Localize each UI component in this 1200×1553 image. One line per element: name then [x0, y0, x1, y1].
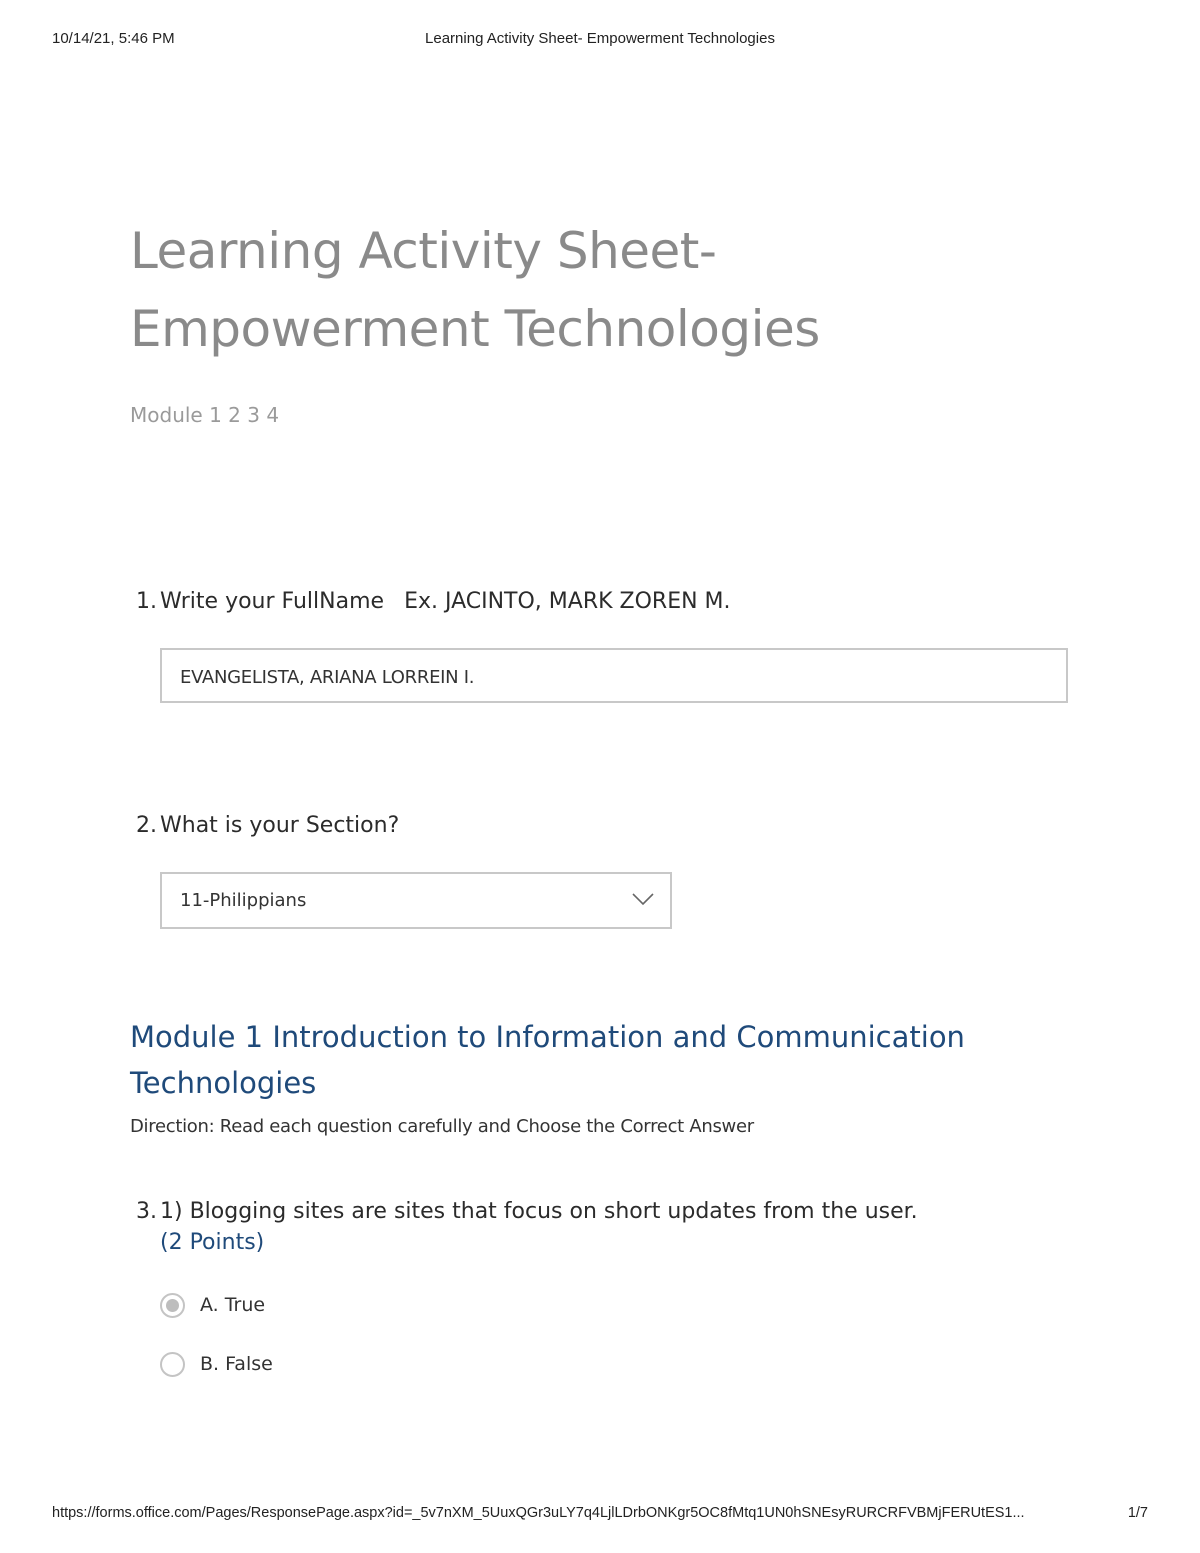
- radio-button-selected[interactable]: [160, 1293, 185, 1318]
- question-3-number: 3.: [136, 1199, 157, 1224]
- section-dropdown-value: 11-Philippians: [180, 890, 307, 911]
- section-title: [130, 1014, 1030, 1106]
- section-dropdown[interactable]: [160, 872, 672, 929]
- print-url: https://forms.office.com/Pages/ResponsePage.aspx?id=_5v7nXM_5UuxQGr3uLY7q4LjlLDrbONKgr5OC8fMtq1UN0hSNEsyRURCRFVBMjFERUtES1...: [52, 1505, 1025, 1521]
- question-2-text: What is your Section?: [160, 813, 400, 838]
- question-2-title: [133, 813, 399, 838]
- form-title-line-1: Learning Activity Sheet-: [130, 222, 717, 280]
- chevron-down-icon: [632, 892, 654, 906]
- option-a-label: A. True: [200, 1294, 266, 1316]
- fullname-input[interactable]: EVANGELISTA, ARIANA LORREIN I.: [160, 648, 1068, 703]
- form-title: [130, 212, 1030, 368]
- print-datetime: 10/14/21, 5:46 PM: [52, 30, 175, 47]
- option-b-label: B. False: [200, 1353, 273, 1375]
- question-3-text: 1) Blogging sites are sites that focus on short updates from the user.: [160, 1199, 918, 1224]
- radio-button[interactable]: [160, 1352, 185, 1377]
- print-header: [52, 30, 1148, 50]
- question-1-text: Write your FullName: [160, 589, 385, 614]
- question-2-number: 2.: [136, 813, 157, 838]
- form-title-line-2: Empowerment Technologies: [130, 300, 820, 358]
- question-1-hint: Ex. JACINTO, MARK ZOREN M.: [404, 589, 731, 614]
- question-3-points: (2 Points): [160, 1230, 265, 1255]
- question-1-title: [133, 589, 731, 614]
- print-page-number: 1/7: [1127, 1505, 1148, 1521]
- section-title-line-2: Technologies: [130, 1066, 317, 1100]
- form-subtitle: Module 1 2 3 4: [130, 403, 280, 427]
- section-title-line-1: Module 1 Introduction to Information and Communication: [130, 1020, 965, 1054]
- print-footer: [52, 1505, 1148, 1525]
- print-page-title: Learning Activity Sheet- Empowerment Technologies: [425, 30, 775, 47]
- question-1-number: 1.: [136, 589, 157, 614]
- section-direction: Direction: Read each question carefully and Choose the Correct Answer: [130, 1116, 754, 1137]
- question-3-title: [133, 1199, 918, 1224]
